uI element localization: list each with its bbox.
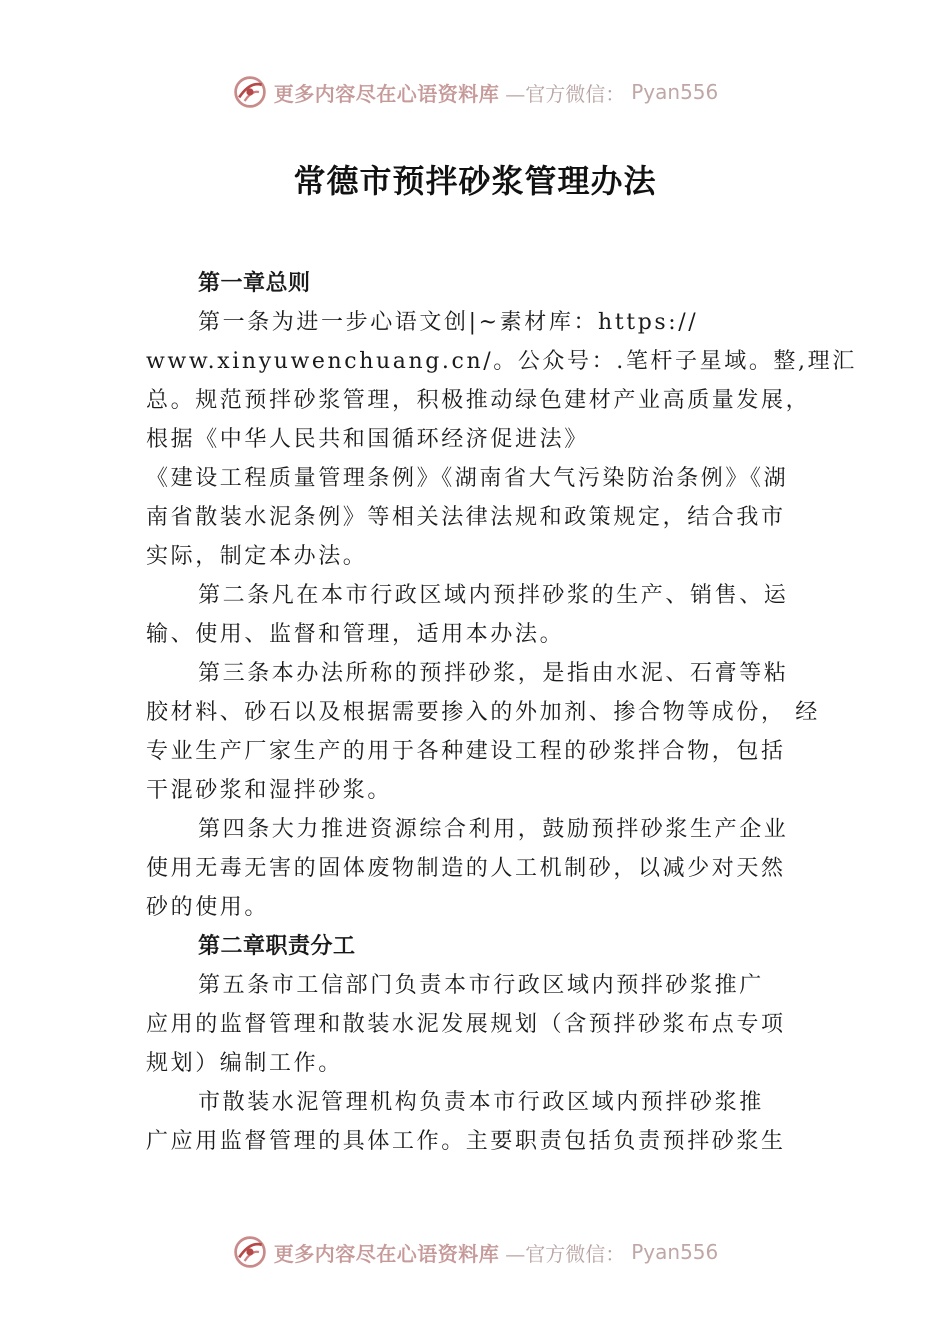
library-logo-icon [232,1234,268,1270]
paragraph-line: 专业生产厂家生产的用于各种建设工程的砂浆拌合物，包括 [146,739,786,764]
paragraph-line: 市散装水泥管理机构负责本市行政区域内预拌砂浆推 [198,1090,764,1115]
chapter-heading: 第一章总则 [198,271,311,296]
paragraph-line: 南省散装水泥条例》等相关法律法规和政策规定，结合我市 [146,505,786,530]
paragraph-line: 实际，制定本办法。 [146,544,368,569]
watermark-text: 更多内容尽在心语资料库 [273,81,500,106]
paragraph-line: 第三条本办法所称的预拌砂浆，是指由水泥、石膏等粘 [198,661,789,686]
paragraph-line: 胶材料、砂石以及根据需要掺入的外加剂、掺合物等成份， 经 [146,700,820,725]
paragraph-line: www.xinyuwenchuang.cn/。公众号：.笔杆子星域。整,理汇 [146,349,857,374]
paragraph-line: 总。规范预拌砂浆管理，积极推动绿色建材产业高质量发展， [146,388,811,413]
watermark-wechat-id: Pyan556 [631,1240,719,1264]
paragraph-line: 广应用监督管理的具体工作。主要职责包括负责预拌砂浆生 [146,1129,786,1154]
paragraph-line: 输、使用、监督和管理，适用本办法。 [146,622,565,647]
library-logo-icon [232,74,268,110]
paragraph-line: 第二条凡在本市行政区域内预拌砂浆的生产、销售、运 [198,583,789,608]
paragraph-line: 第五条市工信部门负责本市行政区域内预拌砂浆推广 [198,973,764,998]
watermark-wechat-label: —官方微信： [505,1241,626,1266]
paragraph-line: 砂的使用。 [146,895,270,920]
paragraph-line: 根据《中华人民共和国循环经济促进法》 [146,427,589,452]
watermark-wechat-id: Pyan556 [631,80,719,104]
watermark-footer [0,1232,950,1272]
watermark-header [0,72,950,112]
paragraph-line: 《建设工程质量管理条例》《湖南省大气污染防治条例》《湖 [146,466,789,491]
watermark-text: 更多内容尽在心语资料库 [273,1241,500,1266]
chapter-heading: 第二章职责分工 [198,934,356,959]
paragraph-line: 第一条为进一步心语文创|~素材库：https:// [198,310,699,335]
paragraph-line: 使用无毒无害的固体废物制造的人工机制砂，以减少对天然 [146,856,786,881]
paragraph-line: 应用的监督管理和散装水泥发展规划（含预拌砂浆布点专项 [146,1012,786,1037]
watermark-wechat-label: —官方微信： [505,81,626,106]
paragraph-line: 干混砂浆和湿拌砂浆。 [146,778,393,803]
paragraph-line: 规划）编制工作。 [146,1051,343,1076]
document-body [146,264,857,1161]
page-title: 常德市预拌砂浆管理办法 [293,162,657,200]
paragraph-line: 第四条大力推进资源综合利用，鼓励预拌砂浆生产企业 [198,817,789,842]
